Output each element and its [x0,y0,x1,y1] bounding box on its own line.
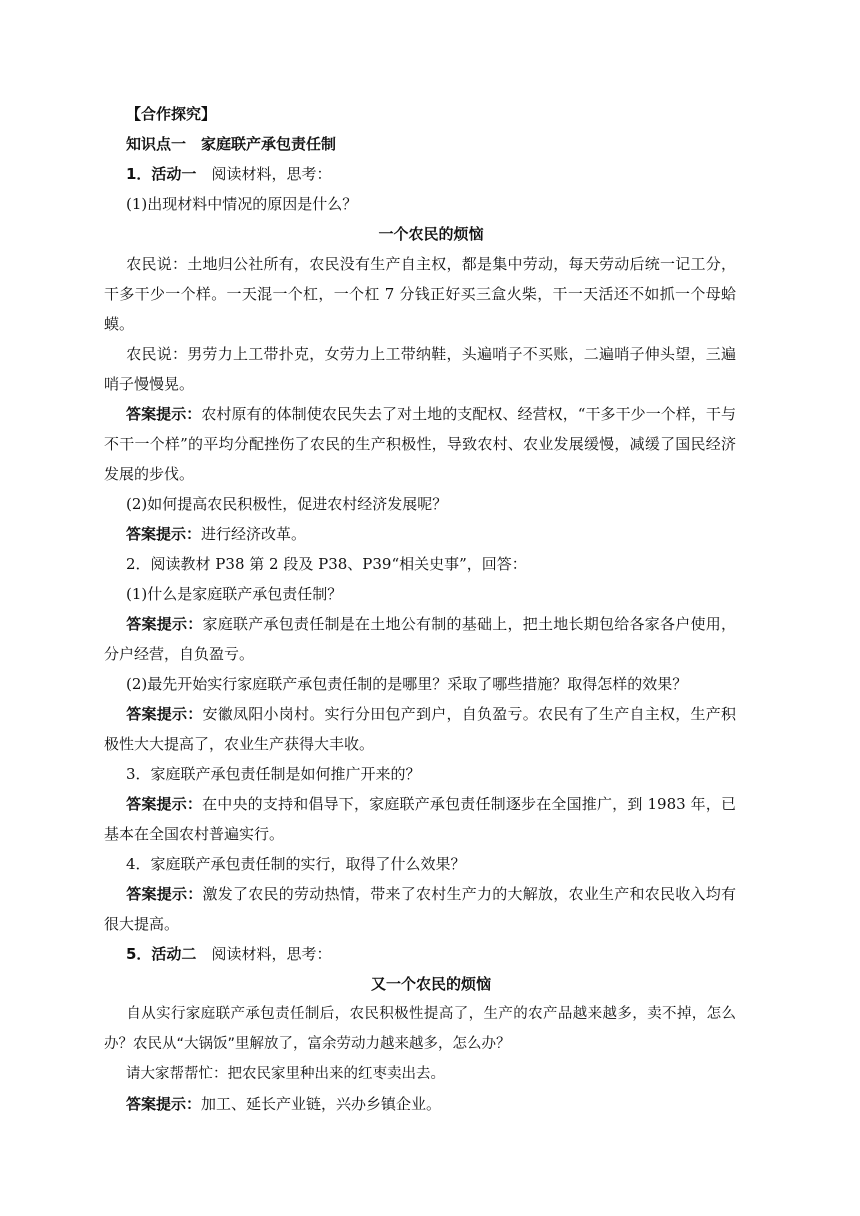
answer-6-text: 激发了农民的劳动热情，带来了农村生产力的大解放，农业生产和农民收入均有很大提高。 [104,885,736,933]
answer-2-text: 进行经济改革。 [201,525,307,543]
answer-label: 答案提示： [126,525,202,543]
activity-two-text: 阅读材料，思考： [196,945,332,963]
story-one-paragraph-1 [104,249,736,339]
story-two-paragraph-1 [104,999,736,1059]
story-one-paragraph-2 [104,339,736,399]
answer-label: 答案提示： [126,405,202,423]
answer-label: 答案提示： [126,795,203,813]
question-4: (2)最先开始实行家庭联产承包责任制的是哪里？采取了哪些措施？取得怎样的效果？ [126,675,688,693]
answer-4-text: 安徽凤阳小岗村。实行分田包产到户，自负盈亏。农民有了生产自主权，生产积极性大大提高了，农业生产获得大丰收。 [104,705,736,753]
activity-two-label: 5．活动二 [126,945,197,963]
story-one-paragraph-1-text: 农民说：土地归公社所有，农民没有生产自主权，都是集中劳动，每天劳动后统一记工分，干多干少一个样。一天混一个杠，一个杠 7 分钱正好买三盒火柴，干一天活还不如抓一个母蛤蟆。 [104,255,736,333]
answer-5 [104,789,736,849]
answer-7 [126,1089,736,1119]
answer-6 [104,879,736,939]
activity-one-label: 1．活动一 [126,165,197,183]
question-3: (1)什么是家庭联产承包责任制？ [126,585,343,603]
answer-2 [126,519,736,549]
story-two-paragraph-1-text: 自从实行家庭联产承包责任制后，农民积极性提高了，生产的农产品越来越多，卖不掉，怎么办？农民从“大锅饭”里解放了，富余劳动力越来越多，怎么办？ [104,1006,736,1052]
story-one-title: 一个农民的烦恼 [378,225,484,243]
answer-7-text: 加工、延长产业链，兴办乡镇企业。 [201,1095,442,1113]
story-two-paragraph-2: 请大家帮帮忙：把农民家里种出来的红枣卖出去。 [126,1066,445,1082]
question-2: (2)如何提高农民积极性，促进农村经济发展呢？ [126,495,448,513]
section-heading: 【合作探究】 [126,105,217,123]
question-1: (1)出现材料中情况的原因是什么？ [126,195,358,213]
answer-1-text: 农村原有的体制使农民失去了对土地的支配权、经营权，“干多干少一个样，干与不干一个样”的平均分配挫伤了农民的生产积极性，导致农村、农业发展缓慢，减缓了国民经济发展的步伐。 [104,405,736,483]
answer-1 [104,399,736,489]
answer-3-text: 家庭联产承包责任制是在土地公有制的基础上，把土地长期包给各家各户使用，分户经营，自负盈亏。 [104,615,736,663]
knowledge-point-title: 知识点一 家庭联产承包责任制 [126,135,337,153]
story-two-title: 又一个农民的烦恼 [370,975,491,993]
activity-two-line [126,939,736,969]
item-4: 4．家庭联产承包责任制的实行，取得了什么效果？ [126,855,466,873]
answer-4 [104,699,736,759]
story-one-paragraph-2-text: 农民说：男劳力上工带扑克，女劳力上工带纳鞋，头遍哨子不买账，二遍哨子伸头望，三遍哨子慢慢晃。 [104,345,736,393]
item-3: 3．家庭联产承包责任制是如何推广开来的？ [126,765,421,783]
answer-label: 答案提示： [126,885,203,903]
answer-label: 答案提示： [126,1095,202,1113]
activity-one-line [126,159,736,189]
answer-3 [104,609,736,669]
activity-one-text: 阅读材料，思考： [196,165,332,183]
item-2: 2．阅读教材 P38 第 2 段及 P38、P39“相关史事”，回答： [126,555,527,573]
document-body [104,99,736,1119]
answer-label: 答案提示： [126,705,203,723]
answer-label: 答案提示： [126,615,203,633]
answer-5-text: 在中央的支持和倡导下，家庭联产承包责任制逐步在全国推广，到 1983 年，已基本在全国农村普遍实行。 [104,795,736,843]
